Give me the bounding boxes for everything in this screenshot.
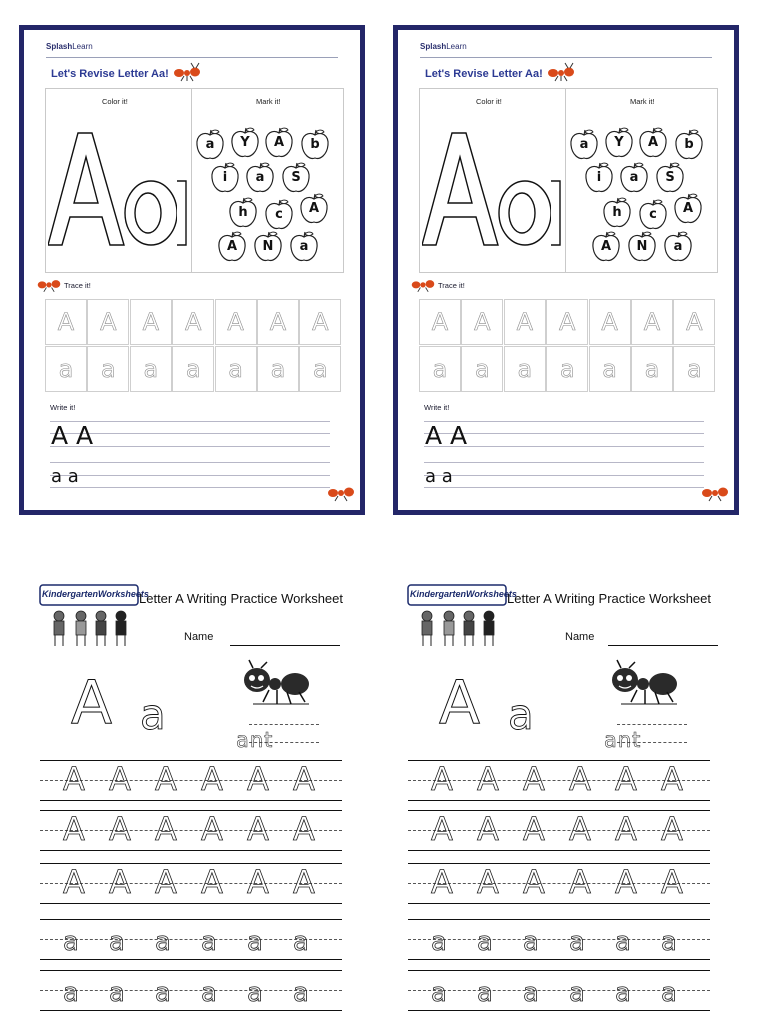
write-it-label: Write it! — [424, 403, 450, 412]
trace-upper-letter: A — [142, 308, 159, 336]
write-upper: A A — [51, 421, 94, 450]
brand-logo: SplashLearn — [420, 42, 467, 51]
tracing-letter[interactable]: a — [293, 978, 309, 1008]
ant-picture-icon — [607, 658, 679, 706]
big-lower-letter: a — [140, 690, 166, 739]
writing-base-line — [408, 850, 710, 851]
trace-upper-letter: A — [601, 308, 618, 336]
tracing-letter[interactable]: a — [661, 927, 677, 957]
apple-letter-item[interactable] — [672, 193, 704, 225]
apple-letter-item[interactable] — [227, 197, 259, 229]
trace-cell[interactable] — [172, 346, 214, 392]
trace-cell[interactable] — [419, 346, 461, 392]
tracing-letter[interactable]: A — [569, 863, 591, 901]
tracing-letter[interactable]: A — [477, 810, 499, 848]
ant-guide-line — [617, 724, 687, 725]
apple-letter-item[interactable] — [603, 127, 635, 159]
tracing-letter[interactable]: A — [109, 810, 131, 848]
tracing-letter[interactable]: A — [569, 810, 591, 848]
writing-base-line — [40, 959, 342, 960]
trace-cell[interactable] — [45, 346, 87, 392]
writing-base-line — [408, 959, 710, 960]
apple-letter-text: A — [226, 239, 238, 254]
trace-lower-letter: a — [270, 354, 286, 383]
apple-letter-item[interactable] — [590, 231, 622, 263]
trace-lower-letter: a — [228, 354, 243, 383]
header-rule — [46, 57, 338, 58]
trace-cell[interactable] — [546, 299, 588, 345]
apple-letter-text: i — [222, 170, 228, 185]
trace-it-label: Trace it! — [438, 281, 465, 290]
trace-lower-letter: a — [602, 354, 617, 383]
box-divider — [565, 89, 566, 272]
apple-letter-item[interactable] — [244, 162, 276, 194]
apple-letter-text: c — [649, 207, 657, 222]
trace-cell[interactable] — [546, 346, 588, 392]
tracing-letter[interactable]: A — [155, 863, 177, 901]
apple-letter-item[interactable] — [662, 231, 694, 263]
trace-lower-letter: a — [517, 354, 533, 383]
trace-upper-letter: A — [100, 308, 117, 336]
tracing-letter[interactable]: A — [155, 810, 177, 848]
tracing-letter[interactable]: a — [523, 978, 539, 1008]
apple-letter-text: a — [255, 170, 265, 185]
trace-cell[interactable] — [419, 299, 461, 345]
trace-cell[interactable] — [87, 299, 129, 345]
kindergarten-worksheet-left — [27, 576, 357, 1016]
trace-upper-letter: A — [643, 308, 661, 336]
writing-base-line — [40, 850, 342, 851]
tracing-letter[interactable]: A — [201, 760, 223, 798]
writing-top-line — [40, 970, 342, 971]
tracing-letter[interactable]: A — [523, 760, 545, 798]
write-it-label: Write it! — [50, 403, 76, 412]
brand-logo: SplashLearn — [46, 42, 93, 51]
trace-cell[interactable] — [299, 346, 341, 392]
apple-letter-item[interactable] — [601, 197, 633, 229]
trace-upper-letter: A — [312, 308, 329, 336]
apple-letter-text: a — [673, 239, 683, 254]
tracing-letter[interactable]: a — [155, 927, 171, 957]
tracing-letter[interactable]: A — [109, 863, 131, 901]
trace-cell[interactable] — [589, 299, 631, 345]
tracing-letter[interactable]: A — [661, 760, 683, 798]
trace-upper-letter: A — [184, 308, 202, 336]
writing-base-line — [408, 1010, 710, 1011]
tracing-letter[interactable]: a — [63, 978, 79, 1008]
tracing-letter[interactable]: a — [155, 978, 171, 1008]
write-lower: a a — [51, 466, 79, 487]
worksheet-title: Letter A Writing Practice Worksheet — [139, 591, 343, 606]
trace-upper-letter: A — [57, 308, 75, 336]
tracing-letter[interactable]: A — [569, 760, 591, 798]
trace-cell[interactable] — [504, 299, 546, 345]
ant-icon — [326, 482, 356, 502]
apple-letter-item[interactable] — [216, 231, 248, 263]
trace-lower-letter: a — [143, 354, 159, 383]
write-line — [424, 475, 704, 476]
ant-icon — [36, 275, 62, 293]
tracing-letter[interactable]: a — [63, 927, 79, 957]
tracing-letter[interactable]: a — [109, 978, 125, 1008]
trace-cell[interactable] — [631, 346, 673, 392]
trace-cell[interactable] — [45, 299, 87, 345]
apple-letter-text: h — [238, 205, 248, 220]
trace-cell[interactable] — [257, 346, 299, 392]
apple-letter-item[interactable] — [263, 127, 295, 159]
apple-letter-text: b — [310, 137, 320, 152]
apple-letter-text: A — [682, 201, 694, 216]
trace-upper-letter: A — [431, 308, 449, 336]
ant-icon — [700, 482, 730, 502]
apple-letter-item[interactable] — [637, 199, 669, 231]
apple-letter-item[interactable] — [298, 193, 330, 225]
apple-letter-item[interactable] — [299, 129, 331, 161]
trace-it-label: Trace it! — [64, 281, 91, 290]
trace-grid — [45, 299, 342, 392]
trace-upper-letter: A — [686, 308, 703, 336]
writing-top-line — [408, 970, 710, 971]
name-label: Name — [184, 631, 214, 643]
apple-letter-item[interactable] — [263, 199, 295, 231]
apple-letter-item[interactable] — [618, 162, 650, 194]
worksheet-title: Let's Revise Letter Aa! — [425, 68, 543, 80]
trace-cell[interactable] — [172, 299, 214, 345]
apple-letter-item[interactable] — [654, 162, 686, 194]
trace-cell[interactable] — [87, 346, 129, 392]
trace-lower-letter: a — [313, 354, 328, 383]
apple-letter-text: a — [579, 137, 589, 152]
ant-picture-icon — [239, 658, 311, 706]
apple-letter-text: A — [273, 135, 285, 150]
tracing-letter[interactable]: A — [431, 863, 453, 901]
tracing-letter[interactable]: A — [661, 810, 683, 848]
apple-letter-text: a — [629, 170, 639, 185]
worksheet-title: Letter A Writing Practice Worksheet — [507, 591, 711, 606]
tracing-letter[interactable]: a — [477, 978, 493, 1008]
tracing-letter[interactable]: A — [293, 810, 315, 848]
writing-top-line — [40, 919, 342, 920]
big-letters-aa — [48, 125, 188, 255]
tracing-letter[interactable]: A — [293, 760, 315, 798]
writing-base-line — [40, 1010, 342, 1011]
color-it-label: Color it! — [476, 97, 502, 106]
trace-lower-letter: a — [432, 354, 448, 383]
name-label: Name — [565, 631, 595, 643]
name-line[interactable] — [230, 645, 340, 646]
worksheet-title: Let's Revise Letter Aa! — [51, 68, 169, 80]
splashlearn-worksheet-left — [19, 25, 365, 515]
apple-letter-text: a — [299, 239, 309, 254]
trace-cell[interactable] — [589, 346, 631, 392]
tracing-letter[interactable]: A — [63, 863, 85, 901]
trace-lower-letter: a — [475, 354, 490, 383]
tracing-letter[interactable]: A — [109, 760, 131, 798]
logo-text: KindergartenWorksheets — [42, 589, 149, 599]
big-lower-letter: a — [508, 690, 534, 739]
apple-letter-item[interactable] — [568, 129, 600, 161]
tracing-letter[interactable]: a — [431, 927, 447, 957]
writing-base-line — [40, 903, 342, 904]
apple-letter-text: Y — [240, 135, 250, 150]
trace-upper-letter: A — [474, 308, 491, 336]
kindergarten-worksheet-right — [395, 576, 725, 1016]
logo-text: KindergartenWorksheets — [410, 589, 517, 599]
tracing-letter[interactable]: a — [201, 927, 217, 957]
tracing-letter[interactable]: A — [615, 863, 637, 901]
apple-letter-text: S — [291, 170, 301, 185]
apple-letter-item[interactable] — [583, 162, 615, 194]
tracing-letter[interactable]: a — [247, 978, 263, 1008]
tracing-letter[interactable]: A — [201, 810, 223, 848]
write-lower: a a — [425, 466, 453, 487]
trace-cell[interactable] — [673, 346, 715, 392]
apple-letter-item[interactable] — [637, 127, 669, 159]
trace-cell[interactable] — [461, 346, 503, 392]
splashlearn-worksheet-right — [393, 25, 739, 515]
tracing-letter[interactable]: A — [523, 863, 545, 901]
trace-lower-letter: a — [58, 354, 74, 383]
apple-letter-item[interactable] — [626, 231, 658, 263]
trace-lower-letter: a — [687, 354, 702, 383]
ant-guide-line — [249, 724, 319, 725]
mark-it-label: Mark it! — [256, 97, 281, 106]
writing-base-line — [40, 800, 342, 801]
apple-letter-item[interactable] — [229, 127, 261, 159]
apple-letter-text: N — [636, 239, 648, 254]
trace-grid — [419, 299, 716, 392]
trace-upper-letter: A — [227, 308, 244, 336]
tracing-letter[interactable]: A — [293, 863, 315, 901]
apple-letter-item[interactable] — [673, 129, 705, 161]
trace-upper-letter: A — [269, 308, 287, 336]
trace-cell[interactable] — [504, 346, 546, 392]
header-rule — [420, 57, 712, 58]
trace-lower-letter: a — [644, 354, 660, 383]
trace-cell[interactable] — [299, 299, 341, 345]
apple-letter-item[interactable] — [280, 162, 312, 194]
trace-cell[interactable] — [130, 299, 172, 345]
ant-icon — [546, 62, 576, 82]
color-mark-box — [419, 88, 718, 273]
tracing-letter[interactable]: A — [615, 760, 637, 798]
tracing-letter[interactable]: A — [431, 810, 453, 848]
tracing-letter[interactable]: a — [109, 927, 125, 957]
apple-letter-text: A — [600, 239, 612, 254]
tracing-letter[interactable]: a — [201, 978, 217, 1008]
apple-letter-text: b — [684, 137, 694, 152]
apple-letter-item[interactable] — [252, 231, 284, 263]
tracing-letter[interactable]: a — [569, 978, 585, 1008]
apple-letter-text: h — [612, 205, 622, 220]
picture-word: ant — [236, 728, 274, 752]
tracing-letter[interactable]: a — [615, 927, 631, 957]
apple-letter-text: i — [596, 170, 602, 185]
write-line — [50, 462, 330, 463]
picture-word: ant — [604, 728, 642, 752]
tracing-letter[interactable]: A — [63, 760, 85, 798]
tracing-letter[interactable]: a — [247, 927, 263, 957]
mark-it-label: Mark it! — [630, 97, 655, 106]
tracing-letter[interactable]: A — [477, 863, 499, 901]
tracing-letter[interactable]: A — [431, 760, 453, 798]
tracing-letter[interactable]: A — [661, 863, 683, 901]
write-line — [424, 487, 704, 488]
tracing-letter[interactable]: A — [477, 760, 499, 798]
trace-lower-letter: a — [101, 354, 116, 383]
apple-letter-text: S — [665, 170, 675, 185]
name-line[interactable] — [608, 645, 718, 646]
apple-letter-item[interactable] — [288, 231, 320, 263]
apple-letter-text: A — [308, 201, 320, 216]
trace-upper-letter: A — [516, 308, 533, 336]
ant-icon — [172, 62, 202, 82]
trace-cell[interactable] — [257, 299, 299, 345]
tracing-letter[interactable]: a — [431, 978, 447, 1008]
tracing-letter[interactable]: A — [247, 760, 269, 798]
tracing-letter[interactable]: a — [293, 927, 309, 957]
trace-cell[interactable] — [215, 299, 257, 345]
trace-cell[interactable] — [215, 346, 257, 392]
trace-lower-letter: a — [185, 354, 201, 383]
tracing-letter[interactable]: A — [247, 810, 269, 848]
trace-cell[interactable] — [130, 346, 172, 392]
tracing-letter[interactable]: A — [63, 810, 85, 848]
write-upper: A A — [425, 421, 468, 450]
color-mark-box — [45, 88, 344, 273]
apple-letter-text: a — [205, 137, 215, 152]
apple-letter-text: Y — [614, 135, 624, 150]
tracing-letter[interactable]: a — [569, 927, 585, 957]
write-line — [424, 462, 704, 463]
trace-upper-letter: A — [558, 308, 576, 336]
writing-base-line — [408, 800, 710, 801]
write-line — [50, 475, 330, 476]
write-line — [50, 487, 330, 488]
color-it-label: Color it! — [102, 97, 128, 106]
apple-letter-text: c — [275, 207, 283, 222]
ant-icon — [410, 275, 436, 293]
apple-letter-text: N — [262, 239, 274, 254]
trace-cell[interactable] — [673, 299, 715, 345]
tracing-letter[interactable]: A — [201, 863, 223, 901]
tracing-letter[interactable]: A — [615, 810, 637, 848]
box-divider — [191, 89, 192, 272]
tracing-letter[interactable]: A — [247, 863, 269, 901]
tracing-letter[interactable]: a — [523, 927, 539, 957]
apple-letter-text: A — [647, 135, 659, 150]
tracing-letter[interactable]: a — [615, 978, 631, 1008]
big-letters-aa — [422, 125, 562, 255]
big-upper-letter: A — [439, 668, 481, 738]
trace-cell[interactable] — [461, 299, 503, 345]
apple-letter-item[interactable] — [194, 129, 226, 161]
trace-cell[interactable] — [631, 299, 673, 345]
trace-lower-letter: a — [559, 354, 575, 383]
tracing-letter[interactable]: a — [477, 927, 493, 957]
writing-base-line — [408, 903, 710, 904]
tracing-letter[interactable]: A — [523, 810, 545, 848]
big-upper-letter: A — [71, 668, 113, 738]
apple-letter-item[interactable] — [209, 162, 241, 194]
tracing-letter[interactable]: A — [155, 760, 177, 798]
writing-top-line — [408, 919, 710, 920]
tracing-letter[interactable]: a — [661, 978, 677, 1008]
